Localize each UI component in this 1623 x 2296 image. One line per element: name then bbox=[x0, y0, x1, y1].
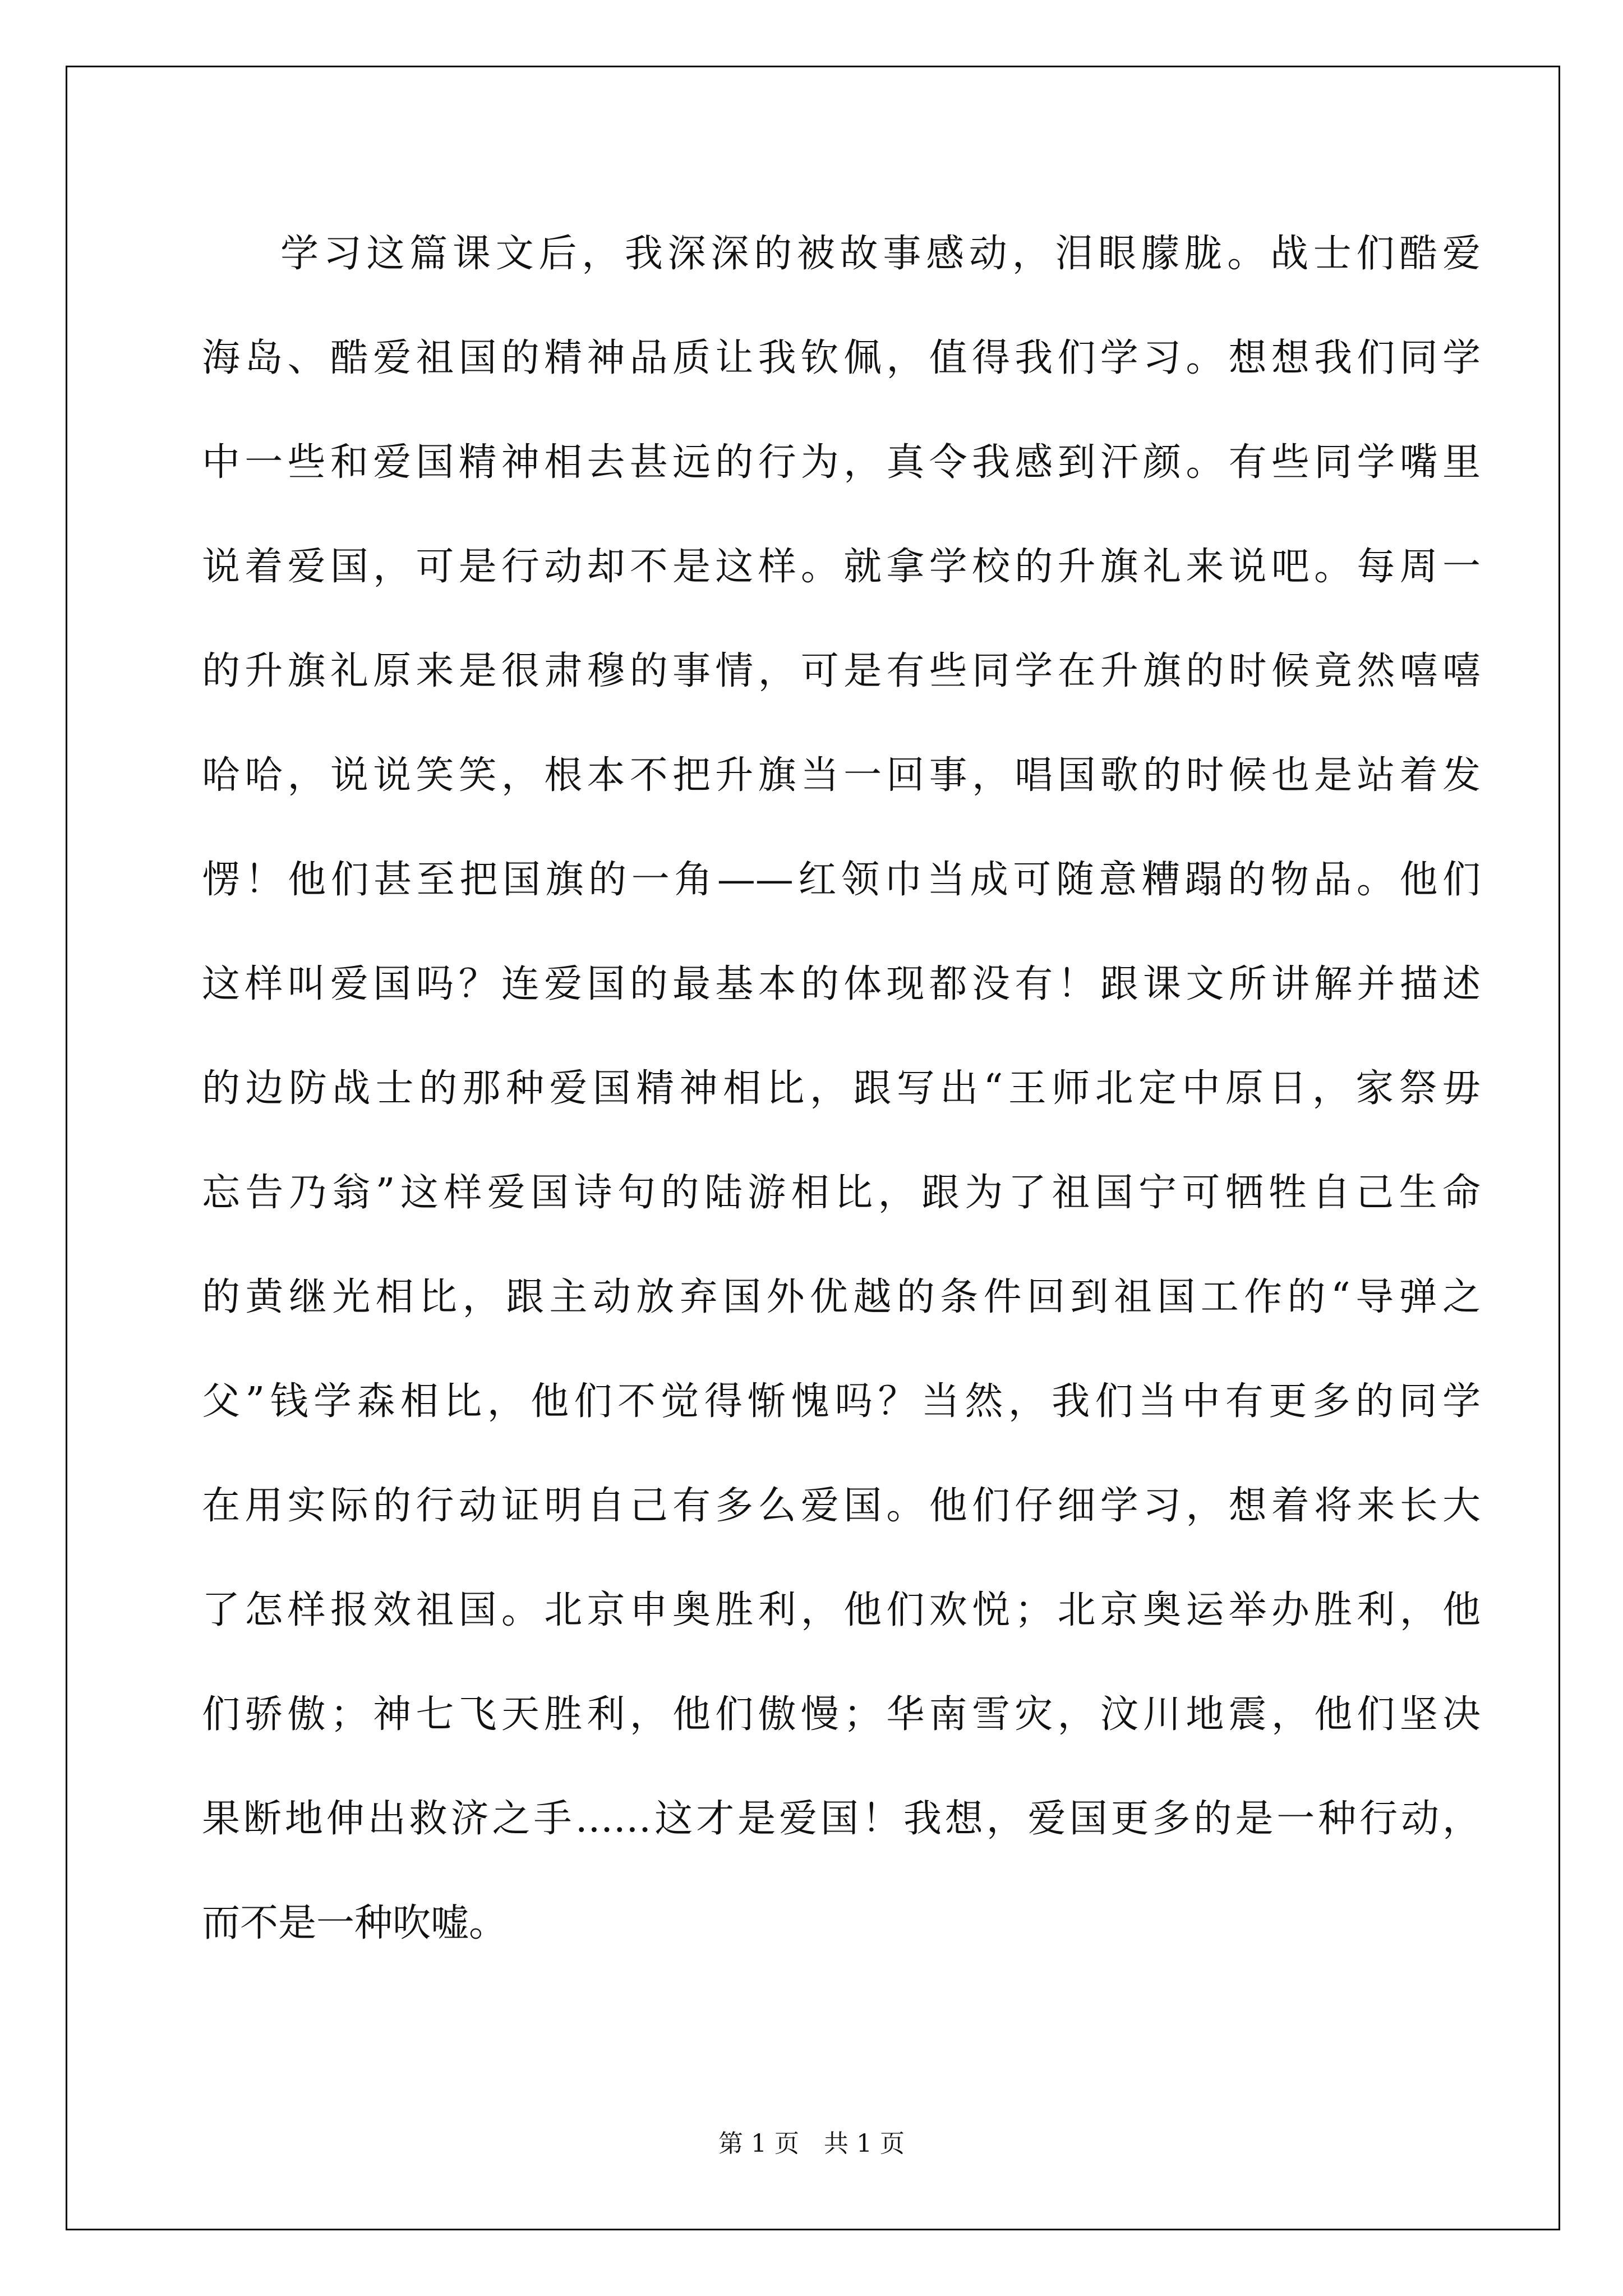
text-line: 在用实际的行动证明自己有多么爱国。他们仔细学习，想着将来长大 bbox=[202, 1484, 1481, 1528]
text-line: 而不是一种吹嘘。 bbox=[202, 1901, 508, 1945]
text-line: 哈哈，说说笑笑，根本不把升旗当一回事，唱国歌的时候也是站着发 bbox=[202, 753, 1481, 798]
text-line: 忘告乃翁”这样爱国诗句的陆游相比，跟为了祖国宁可牺牲自己生命 bbox=[202, 1171, 1481, 1215]
text-line: 了怎样报效祖国。北京申奥胜利，他们欢悦；北京奥运举办胜利，他 bbox=[202, 1588, 1481, 1632]
text-line: 这样叫爱国吗？连爱国的最基本的体现都没有！跟课文所讲解并描述 bbox=[202, 962, 1481, 1006]
page-number: 第 1 页 共 1 页 bbox=[718, 2129, 905, 2158]
text-line: 海岛、酷爱祖国的精神品质让我钦佩，值得我们学习。想想我们同学 bbox=[202, 336, 1481, 380]
text-line: 说着爱国，可是行动却不是这样。就拿学校的升旗礼来说吧。每周一 bbox=[202, 545, 1481, 589]
text-line: 们骄傲；神七飞天胜利，他们傲慢；华南雪灾，汶川地震，他们坚决 bbox=[202, 1692, 1481, 1737]
body-paragraph bbox=[202, 202, 1481, 1976]
text-line: 果断地伸出救济之手……这才是爱国！我想，爱国更多的是一种行动， bbox=[202, 1797, 1481, 1841]
text-line: 学习这篇课文后，我深深的被故事感动，泪眼朦胧。战士们酷爱 bbox=[280, 232, 1481, 276]
text-line: 的边防战士的那种爱国精神相比，跟写出“王师北定中原日，家祭毋 bbox=[202, 1066, 1481, 1111]
text-line: 愣！他们甚至把国旗的一角——红领巾当成可随意糟蹋的物品。他们 bbox=[202, 858, 1481, 902]
text-line: 父”钱学森相比，他们不觉得惭愧吗？当然，我们当中有更多的同学 bbox=[202, 1379, 1481, 1424]
text-line: 中一些和爱国精神相去甚远的行为，真令我感到汗颜。有些同学嘴里 bbox=[202, 440, 1481, 485]
text-line: 的黄继光相比，跟主动放弃国外优越的条件回到祖国工作的“导弹之 bbox=[202, 1275, 1481, 1319]
text-line: 的升旗礼原来是很肃穆的事情，可是有些同学在升旗的时候竟然嘻嘻 bbox=[202, 649, 1481, 693]
